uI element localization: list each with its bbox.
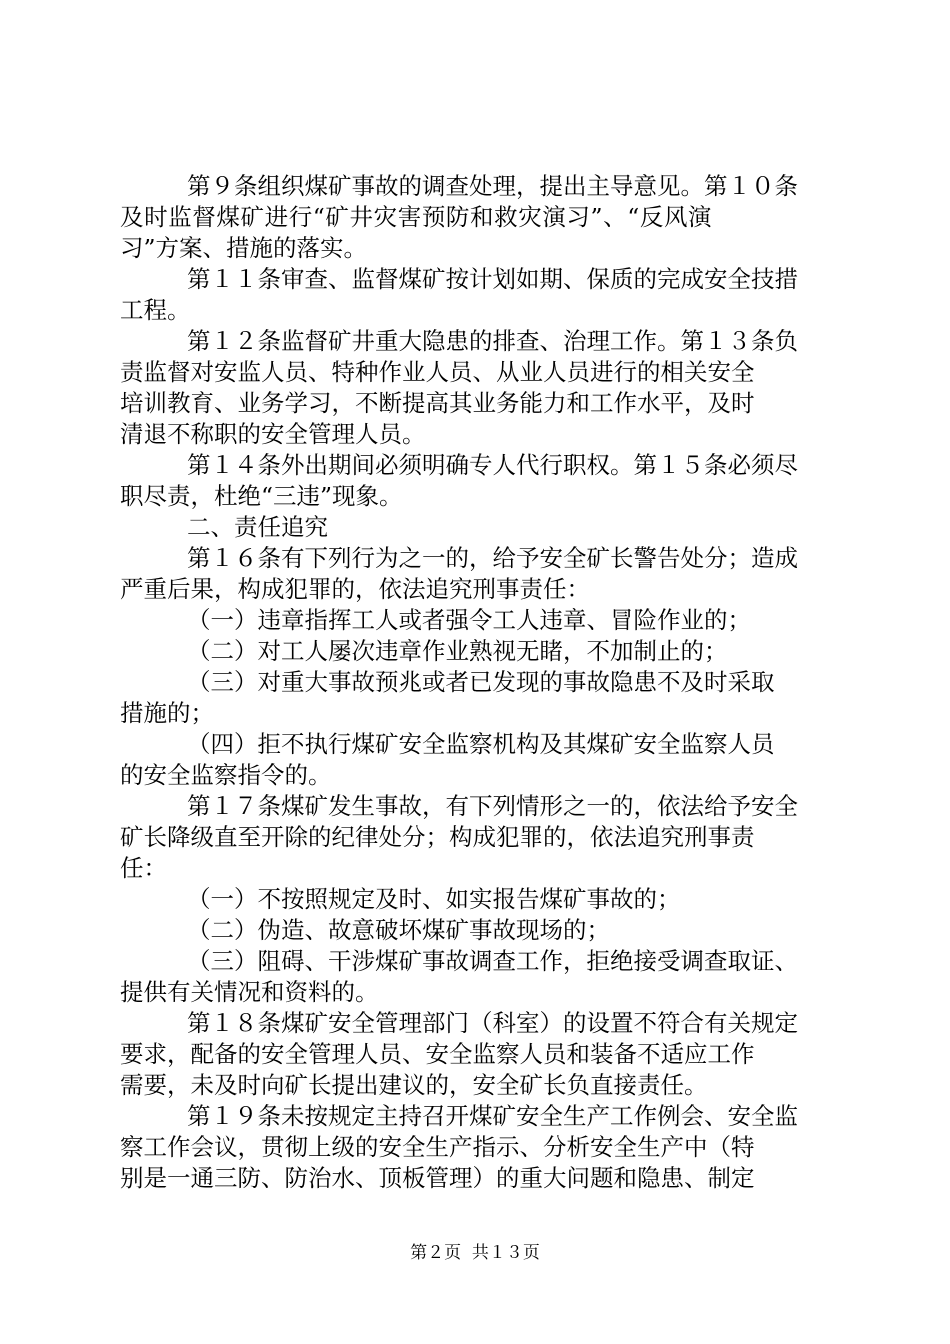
text-line: 工程。 — [120, 296, 191, 324]
text-line: 矿长降级直至开除的纪律处分；构成犯罪的，依法追究刑事责 — [120, 823, 755, 851]
text-line: 清退不称职的安全管理人员。 — [120, 420, 426, 448]
list-item: （二）对工人屡次违章作业熟视无睹，不加制止的； — [187, 637, 728, 665]
list-item: （三）阻碍、干涉煤矿事故调查工作，拒绝接受调查取证、 — [187, 947, 798, 975]
text-line: 第１８条煤矿安全管理部门（科室）的设置不符合有关规定 — [187, 1009, 798, 1037]
list-item: （四）拒不执行煤矿安全监察机构及其煤矿安全监察人员 — [187, 730, 775, 758]
list-item: （一）违章指挥工人或者强令工人违章、冒险作业的； — [187, 606, 751, 634]
text-line: 习”方案、措施的落实。 — [120, 234, 368, 262]
text-line: 第１４条外出期间必须明确专人代行职权。第１５条必须尽 — [187, 451, 798, 479]
list-item: （一）不按照规定及时、如实报告煤矿事故的； — [187, 885, 681, 913]
text-line: 的安全监察指令的。 — [120, 761, 332, 789]
text-line: 培训教育、业务学习，不断提高其业务能力和工作水平，及时 — [120, 389, 755, 417]
text-line: 第１９条未按规定主持召开煤矿安全生产工作例会、安全监 — [187, 1102, 798, 1130]
text-line: 别是一通三防、防治水、顶板管理）的重大问题和隐患、制定 — [120, 1164, 755, 1192]
text-line: 需要，未及时向矿长提出建议的，安全矿长负直接责任。 — [120, 1071, 708, 1099]
text-line: 第１２条监督矿井重大隐患的排查、治理工作。第１３条负 — [187, 327, 798, 355]
text-line: 措施的； — [120, 699, 214, 727]
text-line: 第９条组织煤矿事故的调查处理，提出主导意见。第１０条 — [187, 172, 798, 200]
text-line: 察工作会议，贯彻上级的安全生产指示、分析安全生产中（特 — [120, 1133, 755, 1161]
text-line: 第１７条煤矿发生事故，有下列情形之一的，依法给予安全 — [187, 792, 798, 820]
text-line: 第１６条有下列行为之一的，给予安全矿长警告处分；造成 — [187, 544, 798, 572]
text-line: 任： — [120, 854, 167, 882]
text-line: 严重后果，构成犯罪的，依法追究刑事责任： — [120, 575, 590, 603]
list-item: （二）伪造、故意破坏煤矿事故现场的； — [187, 916, 610, 944]
text-line: 要求，配备的安全管理人员、安全监察人员和装备不适应工作 — [120, 1040, 755, 1068]
list-item: （三）对重大事故预兆或者已发现的事故隐患不及时采取 — [187, 668, 775, 696]
text-line: 第１１条审查、监督煤矿按计划如期、保质的完成安全技措 — [187, 265, 798, 293]
text-line: 责监督对安监人员、特种作业人员、从业人员进行的相关安全 — [120, 358, 755, 386]
text-line: 职尽责，杜绝“三违”现象。 — [120, 482, 403, 510]
section-heading: 二、责任追究 — [187, 513, 328, 541]
text-line: 及时监督煤矿进行“矿井灾害预防和救灾演习”、“反风演 — [120, 203, 713, 231]
text-line: 提供有关情况和资料的。 — [120, 978, 379, 1006]
page-number-footer: 第２页 共１３页 — [410, 1243, 540, 1263]
